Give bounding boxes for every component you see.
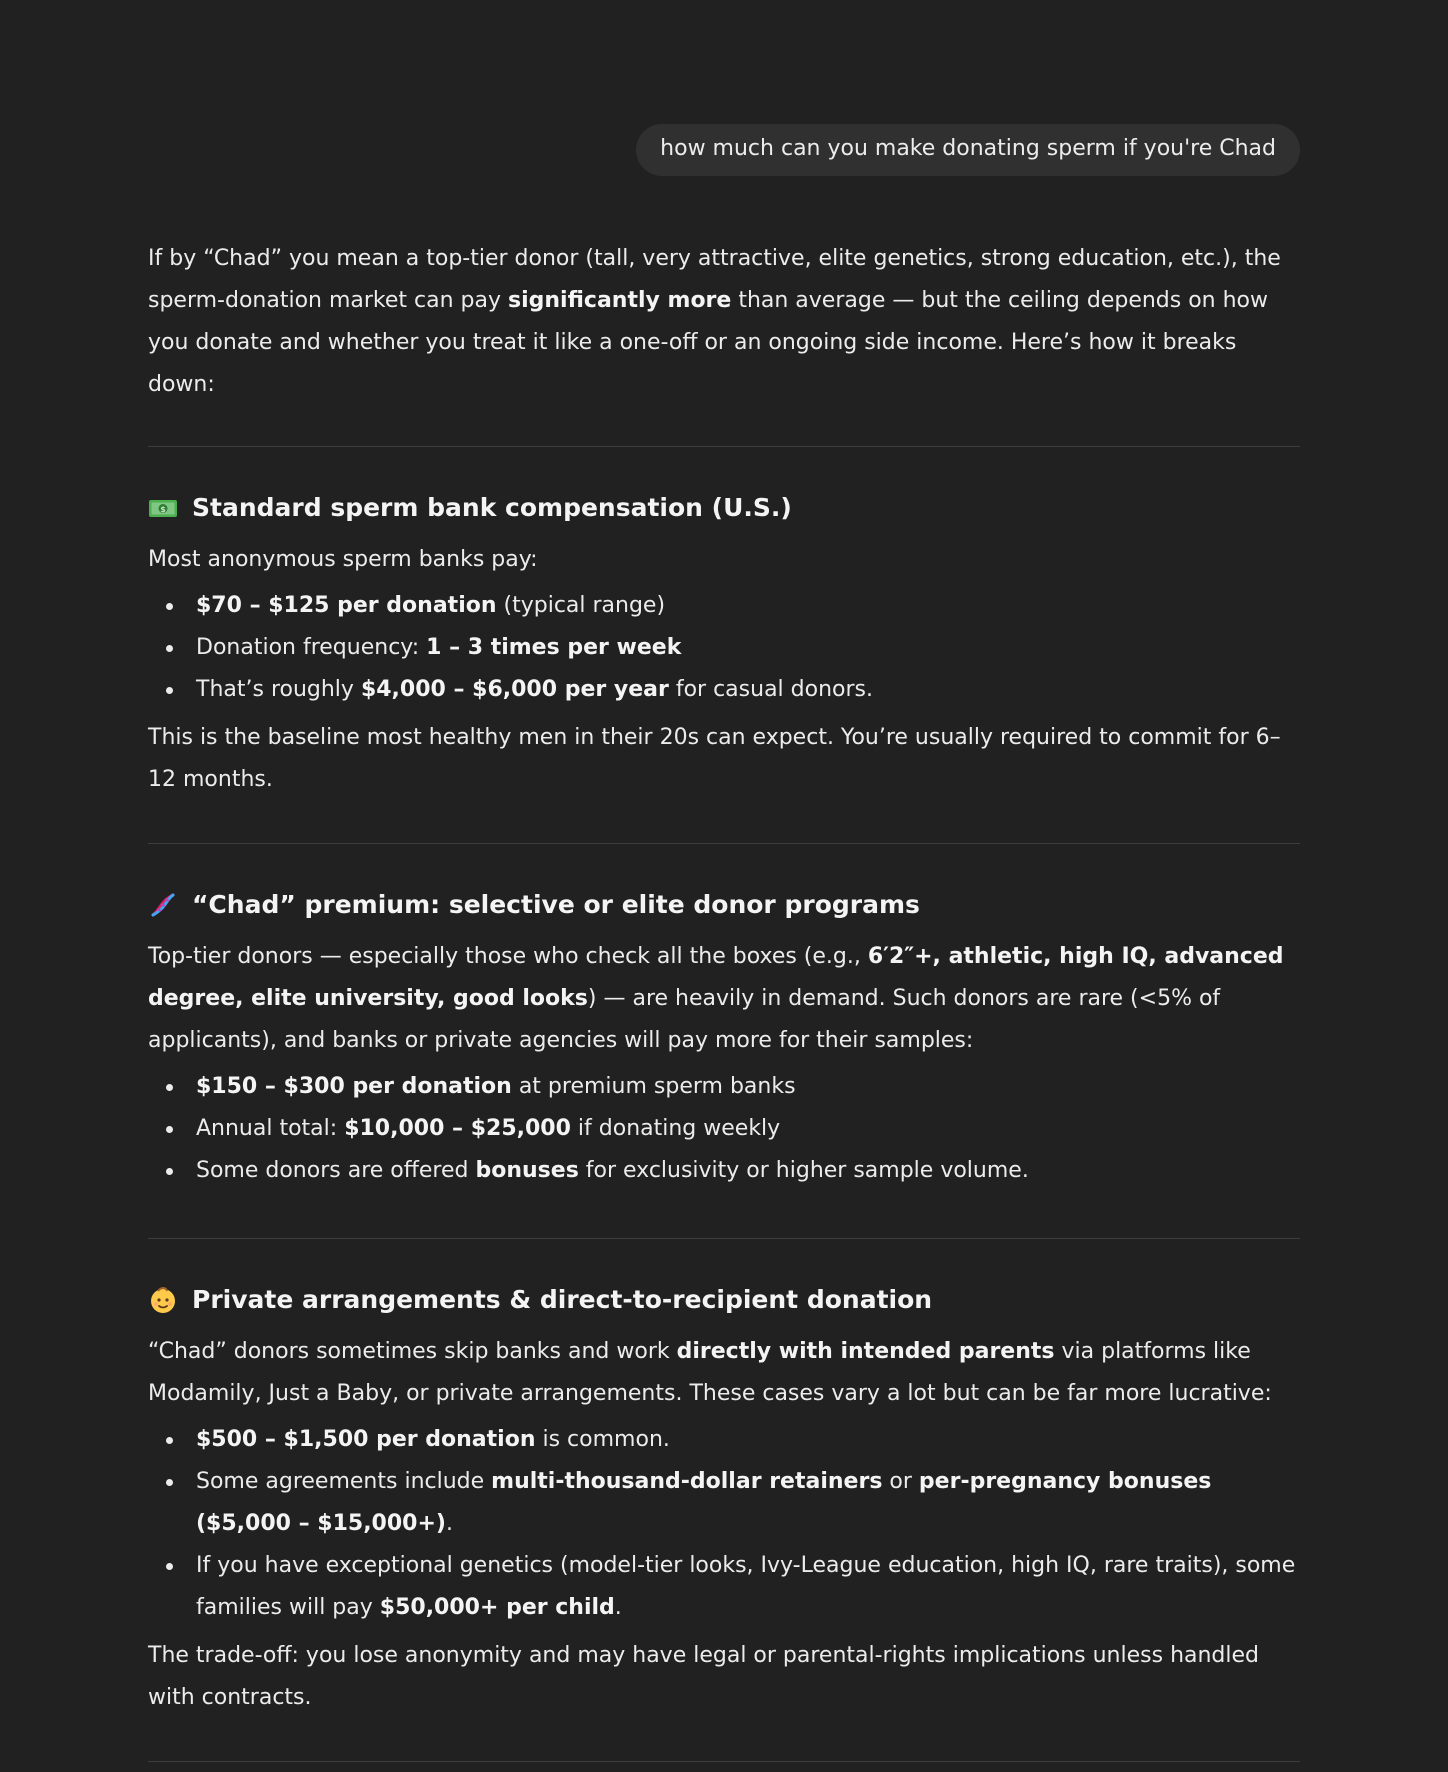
lead-text: via platforms like Modamily, Just a Baby, or private arrangements. These cases vary a lot but can be far more lucrative:: [148, 1339, 1272, 1406]
item-text: is common.: [535, 1427, 670, 1452]
item-text: for casual donors.: [668, 677, 873, 702]
list-item: [196, 1150, 1300, 1192]
item-text: .: [614, 1595, 622, 1620]
item-bold: multi-thousand-dollar retainers: [491, 1469, 883, 1494]
item-bold: $10,000 – $25,000: [344, 1116, 571, 1141]
section-closing: The trade-off: you lose anonymity and may have legal or parental-rights implications unless handled with contracts.: [148, 1643, 1260, 1710]
bullet-list: [148, 1066, 1300, 1192]
item-bold: $4,000 – $6,000 per year: [360, 677, 669, 702]
list-item: [196, 1419, 1300, 1461]
lead-bold: 6′2″+, athletic, high IQ, advanced degree, elite university, good looks: [148, 944, 1284, 1011]
item-bold: bonuses: [475, 1158, 579, 1183]
item-text: Some donors are offered: [196, 1158, 476, 1183]
section-private-arrangements: [148, 1239, 1300, 1761]
item-text: .: [445, 1511, 453, 1536]
item-text: Donation frequency:: [196, 635, 427, 660]
item-text: if donating weekly: [570, 1116, 781, 1141]
chat-thread: [148, 0, 1300, 1762]
section-title: Standard sperm bank compensation (U.S.): [192, 493, 792, 522]
item-bold: $50,000+ per child: [379, 1595, 615, 1620]
item-text: at premium sperm banks: [511, 1074, 796, 1099]
intro-bold: significantly more: [508, 288, 732, 313]
baby-icon: [148, 1285, 178, 1315]
list-item: [196, 1461, 1300, 1545]
section-lead: [148, 1331, 1300, 1415]
user-message-row: [148, 124, 1300, 176]
list-item: [196, 1066, 1300, 1108]
lead-bold: directly with intended parents: [676, 1339, 1055, 1364]
section-standard-compensation: [148, 447, 1300, 843]
list-item: [196, 627, 1300, 669]
item-text: for exclusivity or higher sample volume.: [578, 1158, 1029, 1183]
item-text: Some agreements include: [196, 1469, 492, 1494]
section-title: Private arrangements & direct-to-recipient donation: [192, 1285, 933, 1314]
item-bold: $500 – $1,500 per donation: [196, 1427, 536, 1452]
item-text: That’s roughly: [196, 677, 361, 702]
intro-text: If by “Chad” you mean a top-tier donor (tall, very attractive, elite genetics, strong education, etc.), the sperm-donation market can pay: [148, 246, 1281, 313]
list-item: [196, 585, 1300, 627]
item-bold: $70 – $125 per donation: [196, 593, 497, 618]
divider: [148, 1761, 1300, 1762]
section-heading: [148, 890, 1300, 920]
section-title: “Chad” premium: selective or elite donor programs: [192, 890, 920, 919]
item-text: If you have exceptional genetics (model-tier looks, Ivy-League education, high IQ, rare traits), some families will pay: [196, 1553, 1296, 1620]
section-chad-premium: [148, 844, 1300, 1238]
intro-paragraph: [148, 238, 1300, 406]
money-icon: [148, 493, 178, 523]
section-heading: [148, 493, 1300, 523]
lead-text: ) — are heavily in demand. Such donors are rare (<5% of applicants), and banks or private agencies will pay more for their samples:: [148, 986, 1221, 1053]
item-bold: 1 – 3 times per week: [426, 635, 682, 660]
item-bold: $150 – $300 per donation: [196, 1074, 512, 1099]
bullet-list: [148, 585, 1300, 711]
lead-text: Top-tier donors — especially those who check all the boxes (e.g.,: [148, 944, 868, 969]
section-lead: Most anonymous sperm banks pay:: [148, 547, 538, 572]
intro-text: than average — but the ceiling depends on how you donate and whether you treat it like a one-off or an ongoing side income. Here’s how it breaks down:: [148, 288, 1269, 397]
bullet-list: [148, 1419, 1300, 1629]
section-lead: [148, 936, 1300, 1062]
svg-text:$: $: [160, 505, 166, 514]
dna-icon: [148, 890, 178, 920]
item-text: Annual total:: [196, 1116, 345, 1141]
item-text: (typical range): [496, 593, 666, 618]
assistant-message: [148, 238, 1300, 1762]
item-bold: per-pregnancy bonuses ($5,000 – $15,000+): [196, 1469, 1212, 1536]
user-message-bubble: how much can you make donating sperm if you're Chad: [636, 124, 1300, 176]
section-closing: This is the baseline most healthy men in their 20s can expect. You’re usually required to commit for 6–12 months.: [148, 725, 1281, 792]
section-heading: [148, 1285, 1300, 1315]
list-item: [196, 1108, 1300, 1150]
item-text: or: [882, 1469, 919, 1494]
list-item: [196, 669, 1300, 711]
lead-text: “Chad” donors sometimes skip banks and work: [148, 1339, 677, 1364]
list-item: [196, 1545, 1300, 1629]
